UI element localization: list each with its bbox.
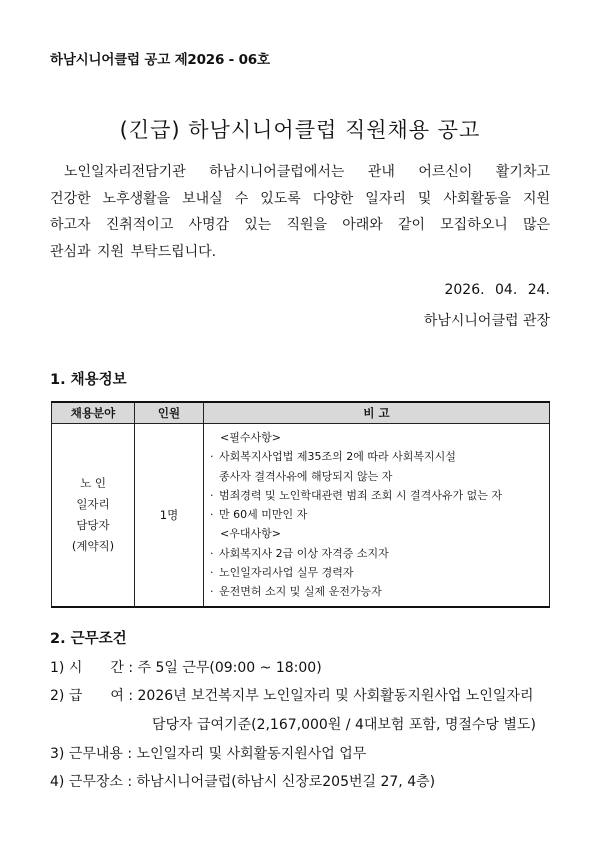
page-title: (긴급) 하남시니어클럽 직원채용 공고	[119, 118, 481, 143]
recruit-field-line: 일자리	[76, 496, 110, 511]
intro-line: 관심과 지원 부탁드립니다.	[50, 243, 217, 260]
preference-item: · 운전면허 소지 및 실제 운전가능자	[210, 582, 549, 601]
recruit-count-cell: 1명	[135, 424, 204, 607]
condition-value: 주 5일 근무(09:00 ~ 18:00)	[137, 660, 322, 676]
condition-label: 4) 근무장소 :	[50, 774, 133, 790]
recruit-field-cell	[52, 424, 135, 607]
recruit-field-line: 노 인	[80, 475, 106, 490]
notice-number: 하남시니어클럽 공고 제2026 - 06호	[50, 52, 270, 68]
preference-item: · 사회복지사 2급 이상 자격증 소지자	[210, 544, 549, 563]
condition-place	[50, 771, 435, 791]
requirement-item: · 만 60세 미만인 자	[210, 505, 549, 524]
recruit-field-line: (계약직)	[71, 538, 115, 553]
intro-line: 노인일자리전담기관 하남시니어클럽에서는 관내 어르신이 활기차고	[64, 164, 550, 180]
intro-line: 하고자 진취적이고 사명감 있는 직원을 아래와 같이 모집하오니 많은	[50, 217, 550, 233]
condition-label: 1) 시 간 :	[50, 660, 134, 676]
section-heading-work-conditions: 2. 근무조건	[50, 631, 127, 647]
table-row	[52, 424, 550, 607]
condition-hours	[50, 657, 322, 677]
condition-label: 2) 급 여 :	[50, 688, 134, 704]
required-heading: <필수사항>	[220, 431, 281, 444]
table-header-row	[52, 402, 550, 424]
condition-value: 노인일자리 및 사회활동지원사업 업무	[136, 746, 367, 762]
section-heading-recruit-info: 1. 채용정보	[50, 372, 127, 388]
condition-duty	[50, 743, 366, 763]
requirement-item-continued: 종사자 결격사유에 해당되지 않는 자	[219, 469, 393, 483]
condition-value: 2026년 보건복지부 노인일자리 및 사회활동지원사업 노인일자리	[137, 688, 534, 704]
preferred-heading: <우대사항>	[220, 527, 281, 541]
table-header-count: 인원	[135, 402, 204, 424]
notice-date: 2026. 04. 24.	[444, 282, 550, 298]
condition-value: 하남시니어클럽(하남시 신장로205번길 27, 4층)	[136, 774, 436, 790]
intro-paragraph	[50, 159, 550, 265]
table-header-field: 채용분야	[52, 402, 135, 424]
requirement-item: · 사회복지사업법 제35조의 2에 따라 사회복지시설	[210, 447, 549, 466]
condition-pay-continued	[152, 714, 536, 734]
recruit-table	[51, 401, 550, 608]
intro-line: 건강한 노후생활을 보내실 수 있도록 다양한 일자리 및 사회활동을 지원	[50, 190, 550, 207]
condition-label: 3) 근무내용 :	[50, 746, 133, 762]
requirement-item: · 범죄경력 및 노인학대관련 범죄 조회 시 결격사유가 없는 자	[210, 486, 549, 505]
notice-signer: 하남시니어클럽 관장	[423, 313, 550, 329]
recruit-field-line: 담당자	[76, 517, 110, 532]
recruit-notes-cell	[204, 424, 550, 607]
table-header-notes: 비 고	[204, 402, 550, 424]
preference-item: · 노인일자리사업 실무 경력자	[210, 563, 549, 582]
condition-pay	[50, 685, 533, 705]
condition-value: 담당자 급여기준(2,167,000원 / 4대보험 포함, 명절수당 별도)	[152, 717, 536, 733]
